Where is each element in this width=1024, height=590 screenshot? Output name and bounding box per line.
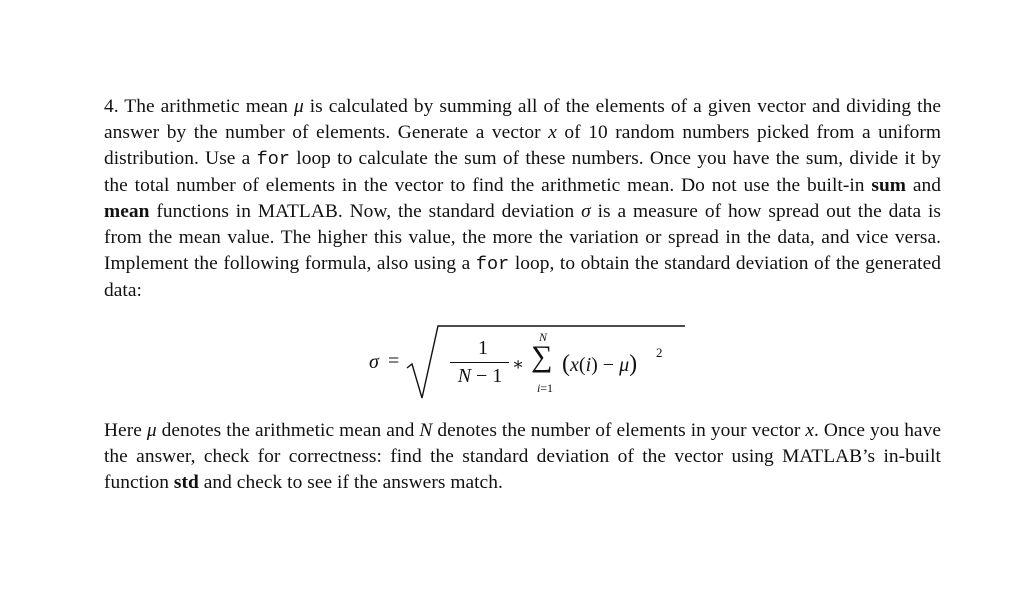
summation-icon: ∑ bbox=[531, 340, 553, 373]
body-text: functions in MATLAB. Now, the standard deviation bbox=[149, 201, 582, 222]
fraction-denominator bbox=[449, 365, 511, 388]
math-symbol: μ bbox=[293, 96, 304, 117]
fraction-numerator: 1 bbox=[478, 337, 488, 359]
code-keyword: for bbox=[256, 149, 291, 170]
body-text: is a measure of how spread out the data is from the mean value. The higher this value, the more the variation or spread in the data, and vice versa. Implement the following formula, also using a bbox=[104, 201, 942, 274]
std-dev-formula bbox=[365, 324, 685, 404]
function-name: sum bbox=[871, 175, 906, 196]
body-text: and check to see if the answers match. bbox=[198, 472, 503, 493]
denominator-minus-one: − 1 bbox=[471, 365, 503, 387]
body-text: 4. The arithmetic mean bbox=[104, 96, 294, 117]
body-text: denotes the number of elements in your vector bbox=[432, 420, 806, 441]
math-symbol: μ bbox=[146, 420, 157, 441]
math-symbol: x bbox=[548, 122, 557, 143]
math-symbol: x bbox=[805, 420, 815, 441]
formula-equals: = bbox=[388, 350, 400, 372]
code-keyword: for bbox=[475, 254, 510, 275]
formula-term: (x(i) − μ) bbox=[562, 351, 638, 377]
function-name: std bbox=[173, 472, 199, 493]
formula-sigma: σ bbox=[369, 351, 379, 373]
fraction-bar bbox=[450, 362, 509, 363]
denominator-n: N bbox=[457, 365, 472, 387]
body-text: of 10 random numbers picked from a uniform distribution. Use a bbox=[104, 122, 941, 169]
sum-lower-limit: i=1 bbox=[536, 381, 554, 395]
body-text: loop to calculate the sum of these numbers. Once you have the sum, divide it by the total number of elements in the vector to find the arithmetic mean. Do not use the built-in bbox=[104, 148, 941, 196]
sum-upper-limit: N bbox=[538, 330, 547, 344]
formula-exponent: 2 bbox=[656, 345, 663, 360]
body-text: and bbox=[906, 175, 941, 196]
problem-paragraph-check bbox=[104, 418, 941, 496]
problem-document-footer bbox=[104, 418, 941, 496]
math-symbol: N bbox=[419, 420, 433, 441]
math-symbol: σ bbox=[581, 201, 591, 222]
problem-document bbox=[104, 94, 941, 304]
body-text: . Once you have the answer, check for correctness: find the standard deviation of the vector using MATLAB’s in-built function bbox=[104, 420, 941, 493]
body-text: loop, to obtain the standard deviation of the generated data: bbox=[104, 253, 941, 301]
body-text: Here bbox=[104, 420, 147, 441]
problem-paragraph-intro bbox=[104, 94, 941, 304]
body-text: is calculated by summing all of the elements of a given vector and dividing the answer by the number of elements. Generate a vector bbox=[104, 96, 941, 143]
body-text: denotes the arithmetic mean and bbox=[156, 420, 420, 441]
formula-times: ∗ bbox=[512, 354, 525, 374]
function-name: mean bbox=[104, 201, 150, 222]
